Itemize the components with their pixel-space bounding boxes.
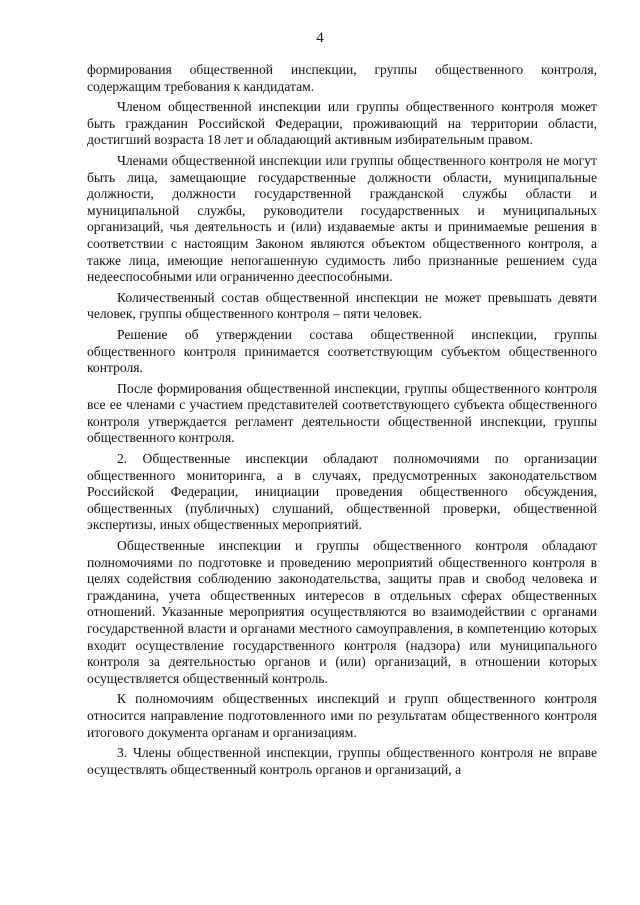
document-body <box>87 62 597 782</box>
paragraph: Решение об утверждении состава общественной инспекции, группы общественного контроля принимается соответствующим субъектом общественного контроля. <box>87 326 597 376</box>
paragraph: формирования общественной инспекции, группы общественного контроля, содержащим требования к кандидатам. <box>87 62 597 94</box>
paragraph: Общественные инспекции и группы общественного контроля обладают полномочиями по подготовке и проведению мероприятий общественного контроля в целях содействия соблюдению законодательства, защиты прав и свобод человека и гражданина, учета общественных интересов в отдельных сферах общественных отношений. Указанные мероприятия осуществляются во взаимодействии с органами государственной власти и органами местного самоуправления, в компетенцию которых входит осуществление государственного контроля (надзора) или муниципального контроля за деятельностью органов и (или) организаций, в отношении которых осуществляется общественный контроль. <box>87 538 597 686</box>
paragraph: 3. Члены общественной инспекции, группы общественного контроля не вправе осуществлять общественный контроль органов и организаций, а <box>87 745 597 777</box>
paragraph: К полномочиям общественных инспекций и групп общественного контроля относится направление подготовленного ими по результатам общественного контроля итогового документа органам и организациям. <box>87 691 597 740</box>
paragraph: 2. Общественные инспекции обладают полномочиями по организации общественного мониторинга, а в случаях, предусмотренных законодательством Российской Федерации, инициации проведения общественного обсуждения, общественных (публичных) слушаний, общественной проверки, общественной экспертизы, иных общественных мероприятий. <box>87 451 597 533</box>
paragraph: Членами общественной инспекции или группы общественного контроля не могут быть лица, замещающие государственные должности области, муниципальные должности, должности государственной гражданской службы области и муниципальной службы, руководители государственных и муниципальных организаций, чья деятельность и (или) издаваемые акты и принимаемые решения в соответствии с настоящим Законом являются объектом общественного контроля, а также лица, имеющие непогашенную судимость либо признанные решением суда недееспособными или ограниченно дееспособными. <box>87 152 597 285</box>
page-number: 4 <box>316 30 324 46</box>
paragraph: Членом общественной инспекции или группы общественного контроля может быть гражданин Российской Федерации, проживающий на территории области, достигший возраста 18 лет и обладающий активным избирательным правом. <box>87 99 597 148</box>
paragraph: После формирования общественной инспекции, группы общественного контроля все ее членами с участием представителей соответствующего субъекта общественного контроля утверждается регламент деятельности общественной инспекции, группы общественного контроля. <box>87 380 597 446</box>
paragraph: Количественный состав общественной инспекции не может превышать девяти человек, группы общественного контроля – пяти человек. <box>87 289 597 322</box>
